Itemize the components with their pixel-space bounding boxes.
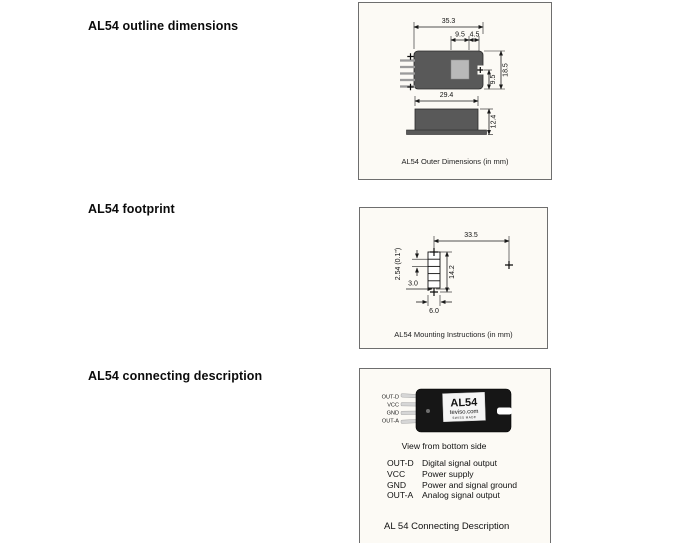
heading-connecting-description: AL54 connecting description [88,369,263,383]
photo-pin-label-gnd: GND [386,410,399,417]
pin-desc: Digital signal output [422,458,498,468]
heading-outline-dimensions: AL54 outline dimensions [88,19,239,33]
photo-pin-label-outa: OUT-A [381,418,399,425]
dim-hole-span [434,232,509,262]
caption-connecting-description: AL 54 Connecting Description [384,521,510,532]
pin-name: VCC [387,468,406,479]
pin-desc: Power supply [422,468,474,479]
dim-label-window-to-edge: 4.5 [469,31,480,39]
photo-pin-label-outd: OUT-D [381,394,399,401]
dim-label-pin-pitch: 2.54 (0.1") [395,247,402,281]
pin-name: OUT-D [387,458,414,468]
module-origin-text: SWISS MADE [452,415,477,420]
dim-label-base-width: 29.4 [439,92,454,99]
dim-label-total-width: 35.3 [441,18,456,25]
module-label-sticker [443,392,486,421]
outer-dimensions-drawing [359,3,551,155]
dim-base-width [415,92,478,106]
pin-desc: Power and signal ground [422,479,518,490]
photo-pin-label-vcc: VCC [387,402,399,409]
caption-footprint: AL54 Mounting Instructions (in mm) [394,330,513,339]
dim-label-hole-span: 33.5 [464,232,478,239]
pin-desc: Analog signal output [422,490,500,501]
dim-pin-pitch [395,248,428,280]
dim-label-pin-row-length: 14.2 [449,265,456,279]
view-caption: View from bottom side [401,441,487,451]
dim-label-pad-width: 6.0 [429,308,439,315]
pad-ladder [428,252,440,288]
module-pins-drawing [400,61,415,87]
module-side-notch [497,408,512,415]
module-side-view [407,109,487,135]
module-top-view [414,51,483,89]
pin-description-table [387,459,517,501]
dim-label-window-width: 9.5 [455,31,465,39]
module-photo [360,369,550,439]
figure-connecting-description [359,368,551,543]
module-brand-text: teviso.com [449,408,479,416]
figure-outer-dimensions [358,2,552,180]
dim-label-notch-to-bottom: 9.5 [490,74,497,85]
caption-outer-dimensions: AL54 Outer Dimensions (in mm) [401,157,509,166]
pin-name: GND [387,479,407,490]
dim-pad-width [416,295,452,315]
heading-footprint: AL54 footprint [88,202,175,216]
module-hole [426,409,430,413]
sensor-window [451,60,469,79]
module-label-text: AL54 [450,396,478,410]
dim-pin-row-length [440,252,456,292]
dim-heights [484,51,510,89]
photo-pins [401,394,418,424]
pin-name: OUT-A [387,490,414,501]
photo-pin-labels [382,395,400,425]
footprint-drawing [360,208,547,326]
dim-label-total-height: 18.5 [502,63,510,77]
dim-label-side-height: 12.4 [490,114,498,129]
pin1-markers [407,53,413,90]
dim-label-pad-offset: 3.0 [408,280,418,288]
figure-footprint [359,207,548,349]
